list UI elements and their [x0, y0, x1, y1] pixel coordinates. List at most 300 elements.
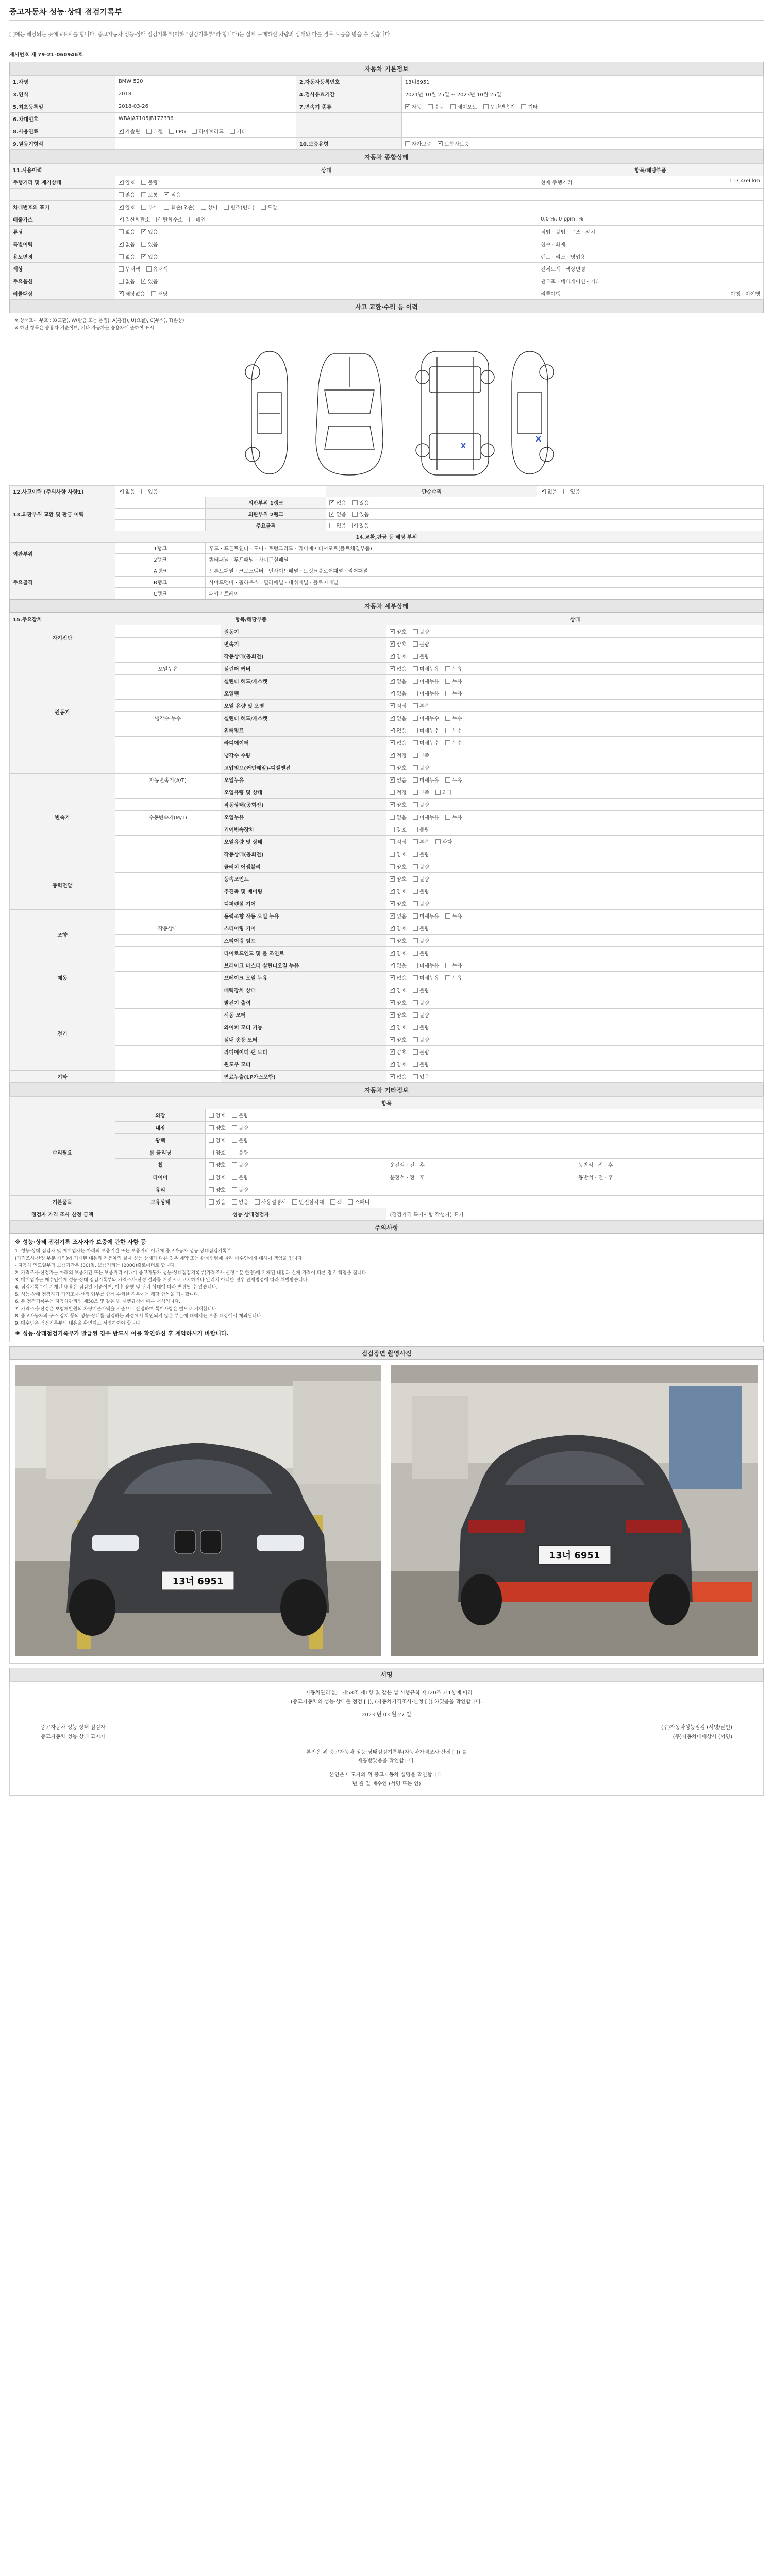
checkbox-option[interactable]	[413, 652, 429, 660]
empty-checkbox[interactable]	[329, 523, 334, 528]
checkbox-option[interactable]	[119, 277, 135, 285]
checkbox-option[interactable]	[390, 1073, 406, 1080]
checkbox-option[interactable]	[119, 127, 140, 135]
checked-checkbox[interactable]	[119, 291, 124, 296]
empty-checkbox[interactable]	[413, 827, 418, 832]
checkbox-option[interactable]	[119, 215, 150, 223]
empty-checkbox[interactable]	[413, 864, 418, 869]
checkbox-option[interactable]	[413, 689, 440, 697]
checkbox-option[interactable]	[189, 215, 206, 223]
checkbox-option[interactable]	[390, 986, 406, 994]
checkbox-option[interactable]	[352, 510, 369, 518]
empty-checkbox[interactable]	[151, 291, 156, 296]
empty-checkbox[interactable]	[209, 1187, 214, 1192]
checked-checkbox[interactable]	[390, 728, 395, 733]
checkbox-option[interactable]	[428, 103, 444, 110]
checked-checkbox[interactable]	[141, 254, 146, 259]
checkbox-option[interactable]	[390, 961, 406, 969]
checkbox-option[interactable]	[413, 924, 429, 932]
checkbox-option[interactable]	[390, 1011, 406, 1019]
checkbox-option[interactable]	[390, 677, 406, 685]
checked-checkbox[interactable]	[390, 1062, 395, 1067]
empty-checkbox[interactable]	[352, 500, 358, 505]
empty-checkbox[interactable]	[413, 629, 418, 634]
empty-checkbox[interactable]	[232, 1175, 237, 1180]
empty-checkbox[interactable]	[413, 988, 418, 993]
empty-checkbox[interactable]	[413, 1049, 418, 1055]
empty-checkbox[interactable]	[209, 1175, 214, 1180]
checkbox-option[interactable]	[329, 499, 346, 506]
checked-checkbox[interactable]	[541, 489, 546, 494]
empty-checkbox[interactable]	[261, 205, 266, 210]
checkbox-option[interactable]	[413, 640, 429, 648]
empty-checkbox[interactable]	[413, 1000, 418, 1005]
checkbox-option[interactable]	[230, 127, 246, 135]
checked-checkbox[interactable]	[390, 1074, 395, 1079]
checkbox-option[interactable]	[141, 228, 158, 235]
checkbox-option[interactable]	[390, 862, 406, 870]
empty-checkbox[interactable]	[445, 728, 450, 733]
checkbox-option[interactable]	[390, 640, 406, 648]
checkbox-option[interactable]	[390, 924, 406, 932]
empty-checkbox[interactable]	[413, 740, 418, 745]
checked-checkbox[interactable]	[390, 654, 395, 659]
checkbox-option[interactable]	[209, 1124, 225, 1131]
checked-checkbox[interactable]	[390, 703, 395, 708]
empty-checkbox[interactable]	[445, 963, 450, 968]
empty-checkbox[interactable]	[119, 254, 124, 259]
checkbox-option[interactable]	[255, 1198, 286, 1206]
checkbox-option[interactable]	[405, 103, 422, 110]
checkbox-option[interactable]	[413, 665, 440, 672]
checkbox-option[interactable]	[413, 986, 429, 994]
empty-checkbox[interactable]	[348, 1199, 353, 1205]
checkbox-option[interactable]	[413, 1048, 429, 1056]
checkbox-option[interactable]	[445, 689, 462, 697]
empty-checkbox[interactable]	[232, 1187, 237, 1192]
checkbox-option[interactable]	[352, 499, 369, 506]
checkbox-option[interactable]	[209, 1185, 225, 1193]
empty-checkbox[interactable]	[390, 790, 395, 795]
checkbox-option[interactable]	[232, 1173, 248, 1181]
checkbox-option[interactable]	[390, 776, 406, 784]
checkbox-option[interactable]	[141, 203, 158, 211]
checkbox-option[interactable]	[450, 103, 477, 110]
empty-checkbox[interactable]	[413, 1025, 418, 1030]
checkbox-option[interactable]	[141, 487, 158, 495]
checkbox-option[interactable]	[390, 726, 406, 734]
checkbox-option[interactable]	[209, 1148, 225, 1156]
empty-checkbox[interactable]	[413, 802, 418, 807]
empty-checkbox[interactable]	[413, 889, 418, 894]
empty-checkbox[interactable]	[192, 129, 197, 134]
empty-checkbox[interactable]	[445, 815, 450, 820]
empty-checkbox[interactable]	[232, 1150, 237, 1155]
empty-checkbox[interactable]	[232, 1199, 237, 1205]
checked-checkbox[interactable]	[390, 777, 395, 783]
checked-checkbox[interactable]	[390, 901, 395, 906]
checkbox-option[interactable]	[413, 714, 440, 722]
empty-checkbox[interactable]	[255, 1199, 260, 1205]
checkbox-option[interactable]	[413, 776, 440, 784]
checked-checkbox[interactable]	[390, 629, 395, 634]
checkbox-option[interactable]	[201, 203, 217, 211]
checkbox-option[interactable]	[435, 838, 452, 845]
checkbox-option[interactable]	[119, 191, 135, 198]
checkbox-option[interactable]	[232, 1198, 248, 1206]
empty-checkbox[interactable]	[435, 790, 441, 795]
empty-checkbox[interactable]	[413, 790, 418, 795]
checkbox-option[interactable]	[445, 739, 462, 747]
empty-checkbox[interactable]	[141, 205, 146, 210]
empty-checkbox[interactable]	[413, 1074, 418, 1079]
empty-checkbox[interactable]	[445, 691, 450, 696]
empty-checkbox[interactable]	[119, 192, 124, 197]
checked-checkbox[interactable]	[390, 679, 395, 684]
checkbox-option[interactable]	[119, 487, 135, 495]
checkbox-option[interactable]	[413, 961, 440, 969]
checkbox-option[interactable]	[413, 850, 429, 858]
checkbox-option[interactable]	[119, 228, 135, 235]
empty-checkbox[interactable]	[445, 913, 450, 919]
checkbox-option[interactable]	[352, 521, 369, 529]
checkbox-option[interactable]	[141, 252, 158, 260]
checkbox-option[interactable]	[209, 1173, 225, 1181]
empty-checkbox[interactable]	[445, 716, 450, 721]
checkbox-option[interactable]	[329, 510, 346, 518]
checkbox-option[interactable]	[232, 1161, 248, 1168]
checkbox-option[interactable]	[330, 1198, 342, 1206]
empty-checkbox[interactable]	[405, 141, 410, 146]
checked-checkbox[interactable]	[119, 217, 124, 222]
checkbox-option[interactable]	[119, 178, 135, 186]
checkbox-option[interactable]	[445, 776, 462, 784]
checkbox-option[interactable]	[292, 1198, 324, 1206]
empty-checkbox[interactable]	[445, 777, 450, 783]
checked-checkbox[interactable]	[390, 753, 395, 758]
checkbox-option[interactable]	[390, 1060, 406, 1068]
checkbox-option[interactable]	[390, 937, 406, 944]
checkbox-option[interactable]	[169, 129, 186, 135]
empty-checkbox[interactable]	[445, 666, 450, 671]
checkbox-option[interactable]	[413, 726, 440, 734]
checkbox-option[interactable]	[445, 665, 462, 672]
checkbox-option[interactable]	[413, 813, 440, 821]
empty-checkbox[interactable]	[230, 129, 235, 134]
checkbox-option[interactable]	[390, 912, 406, 920]
empty-checkbox[interactable]	[413, 777, 418, 783]
empty-checkbox[interactable]	[390, 765, 395, 770]
checked-checkbox[interactable]	[390, 1037, 395, 1042]
checkbox-option[interactable]	[209, 1111, 225, 1119]
checkbox-option[interactable]	[413, 838, 429, 845]
empty-checkbox[interactable]	[413, 876, 418, 882]
empty-checkbox[interactable]	[483, 104, 489, 109]
checked-checkbox[interactable]	[390, 926, 395, 931]
checkbox-option[interactable]	[390, 813, 406, 821]
checked-checkbox[interactable]	[119, 489, 124, 494]
checked-checkbox[interactable]	[390, 951, 395, 956]
checkbox-option[interactable]	[156, 215, 183, 223]
checkbox-option[interactable]	[483, 103, 515, 110]
empty-checkbox[interactable]	[146, 266, 152, 272]
checkbox-option[interactable]	[390, 689, 406, 697]
checkbox-option[interactable]	[445, 677, 462, 685]
empty-checkbox[interactable]	[292, 1199, 297, 1205]
checkbox-option[interactable]	[413, 1060, 429, 1068]
empty-checkbox[interactable]	[209, 1138, 214, 1143]
checkbox-option[interactable]	[413, 900, 429, 907]
empty-checkbox[interactable]	[146, 129, 152, 134]
checkbox-option[interactable]	[438, 140, 469, 147]
empty-checkbox[interactable]	[413, 654, 418, 659]
checkbox-option[interactable]	[413, 739, 440, 747]
empty-checkbox[interactable]	[445, 740, 450, 745]
empty-checkbox[interactable]	[330, 1199, 335, 1205]
empty-checkbox[interactable]	[413, 666, 418, 671]
checked-checkbox[interactable]	[390, 802, 395, 807]
empty-checkbox[interactable]	[209, 1162, 214, 1167]
checked-checkbox[interactable]	[329, 512, 334, 517]
checked-checkbox[interactable]	[141, 229, 146, 234]
checkbox-option[interactable]	[445, 961, 462, 969]
checkbox-option[interactable]	[192, 127, 223, 135]
checkbox-option[interactable]	[390, 875, 406, 883]
empty-checkbox[interactable]	[413, 1037, 418, 1042]
checkbox-option[interactable]	[119, 252, 135, 260]
checkbox-option[interactable]	[329, 521, 346, 529]
checked-checkbox[interactable]	[119, 205, 124, 210]
checked-checkbox[interactable]	[390, 1025, 395, 1030]
checkbox-option[interactable]	[119, 203, 135, 211]
checkbox-option[interactable]	[390, 825, 406, 833]
empty-checkbox[interactable]	[164, 205, 169, 210]
empty-checkbox[interactable]	[450, 104, 456, 109]
empty-checkbox[interactable]	[563, 489, 568, 494]
empty-checkbox[interactable]	[390, 938, 395, 943]
checked-checkbox[interactable]	[390, 641, 395, 647]
checkbox-option[interactable]	[141, 178, 158, 186]
checked-checkbox[interactable]	[390, 913, 395, 919]
checkbox-option[interactable]	[390, 1048, 406, 1056]
checked-checkbox[interactable]	[141, 279, 146, 284]
checkbox-option[interactable]	[445, 726, 462, 734]
checkbox-option[interactable]	[413, 998, 429, 1006]
empty-checkbox[interactable]	[428, 104, 433, 109]
checkbox-option[interactable]	[164, 191, 180, 198]
empty-checkbox[interactable]	[413, 913, 418, 919]
checkbox-option[interactable]	[390, 665, 406, 672]
checked-checkbox[interactable]	[390, 740, 395, 745]
empty-checkbox[interactable]	[390, 839, 395, 844]
checkbox-option[interactable]	[232, 1136, 248, 1144]
empty-checkbox[interactable]	[119, 229, 124, 234]
empty-checkbox[interactable]	[445, 975, 450, 980]
checkbox-option[interactable]	[390, 974, 406, 981]
checkbox-option[interactable]	[390, 949, 406, 957]
checkbox-option[interactable]	[390, 1036, 406, 1043]
checkbox-option[interactable]	[232, 1111, 248, 1119]
empty-checkbox[interactable]	[169, 129, 174, 134]
checked-checkbox[interactable]	[156, 217, 161, 222]
empty-checkbox[interactable]	[413, 716, 418, 721]
checkbox-option[interactable]	[413, 912, 440, 920]
checkbox-option[interactable]	[390, 801, 406, 808]
empty-checkbox[interactable]	[390, 815, 395, 820]
empty-checkbox[interactable]	[413, 852, 418, 857]
checkbox-option[interactable]	[390, 702, 406, 709]
checkbox-option[interactable]	[119, 290, 145, 297]
checkbox-option[interactable]	[119, 265, 140, 273]
checked-checkbox[interactable]	[390, 963, 395, 968]
checked-checkbox[interactable]	[390, 975, 395, 980]
empty-checkbox[interactable]	[224, 205, 229, 210]
empty-checkbox[interactable]	[352, 512, 358, 517]
checkbox-option[interactable]	[413, 875, 429, 883]
checked-checkbox[interactable]	[390, 988, 395, 993]
checkbox-option[interactable]	[541, 487, 557, 495]
empty-checkbox[interactable]	[390, 864, 395, 869]
empty-checkbox[interactable]	[232, 1113, 237, 1118]
checkbox-option[interactable]	[445, 974, 462, 981]
checked-checkbox[interactable]	[405, 104, 410, 109]
empty-checkbox[interactable]	[141, 242, 146, 247]
checkbox-option[interactable]	[405, 140, 432, 147]
checkbox-option[interactable]	[413, 974, 440, 981]
checkbox-option[interactable]	[435, 788, 452, 796]
empty-checkbox[interactable]	[390, 852, 395, 857]
checkbox-option[interactable]	[141, 240, 158, 248]
checkbox-option[interactable]	[445, 912, 462, 920]
empty-checkbox[interactable]	[209, 1125, 214, 1130]
checked-checkbox[interactable]	[119, 129, 124, 134]
empty-checkbox[interactable]	[413, 839, 418, 844]
checkbox-option[interactable]	[413, 764, 429, 771]
checked-checkbox[interactable]	[119, 180, 124, 185]
empty-checkbox[interactable]	[119, 266, 124, 272]
empty-checkbox[interactable]	[413, 1062, 418, 1067]
empty-checkbox[interactable]	[119, 279, 124, 284]
checkbox-option[interactable]	[390, 788, 406, 796]
empty-checkbox[interactable]	[189, 217, 194, 222]
checkbox-option[interactable]	[390, 887, 406, 895]
checked-checkbox[interactable]	[390, 1012, 395, 1018]
checkbox-option[interactable]	[413, 1036, 429, 1043]
checkbox-option[interactable]	[413, 628, 429, 635]
empty-checkbox[interactable]	[232, 1125, 237, 1130]
empty-checkbox[interactable]	[201, 205, 206, 210]
empty-checkbox[interactable]	[521, 104, 526, 109]
checkbox-option[interactable]	[232, 1124, 248, 1131]
checkbox-option[interactable]	[390, 1023, 406, 1031]
checked-checkbox[interactable]	[119, 242, 124, 247]
checked-checkbox[interactable]	[390, 876, 395, 882]
checkbox-option[interactable]	[413, 937, 429, 944]
checked-checkbox[interactable]	[352, 523, 358, 528]
checked-checkbox[interactable]	[390, 716, 395, 721]
empty-checkbox[interactable]	[413, 703, 418, 708]
empty-checkbox[interactable]	[413, 963, 418, 968]
checkbox-option[interactable]	[146, 265, 168, 273]
checked-checkbox[interactable]	[329, 500, 334, 505]
empty-checkbox[interactable]	[413, 951, 418, 956]
empty-checkbox[interactable]	[413, 753, 418, 758]
empty-checkbox[interactable]	[413, 641, 418, 647]
checked-checkbox[interactable]	[390, 1049, 395, 1055]
checkbox-option[interactable]	[390, 714, 406, 722]
checkbox-option[interactable]	[141, 277, 158, 285]
empty-checkbox[interactable]	[435, 839, 441, 844]
empty-checkbox[interactable]	[232, 1162, 237, 1167]
checkbox-option[interactable]	[224, 203, 254, 211]
checkbox-option[interactable]	[232, 1148, 248, 1156]
checkbox-option[interactable]	[390, 739, 406, 747]
checkbox-option[interactable]	[413, 788, 429, 796]
empty-checkbox[interactable]	[209, 1150, 214, 1155]
checkbox-option[interactable]	[119, 240, 135, 248]
checkbox-option[interactable]	[413, 1073, 429, 1080]
empty-checkbox[interactable]	[413, 691, 418, 696]
checkbox-option[interactable]	[151, 290, 167, 297]
empty-checkbox[interactable]	[413, 728, 418, 733]
empty-checkbox[interactable]	[141, 180, 146, 185]
checkbox-option[interactable]	[164, 203, 194, 211]
checkbox-option[interactable]	[563, 487, 580, 495]
empty-checkbox[interactable]	[413, 815, 418, 820]
checkbox-option[interactable]	[261, 203, 277, 211]
checkbox-option[interactable]	[390, 628, 406, 635]
checkbox-option[interactable]	[348, 1198, 369, 1206]
checkbox-option[interactable]	[141, 191, 158, 198]
empty-checkbox[interactable]	[141, 192, 146, 197]
checked-checkbox[interactable]	[164, 192, 169, 197]
checkbox-option[interactable]	[413, 1011, 429, 1019]
empty-checkbox[interactable]	[209, 1199, 214, 1205]
checked-checkbox[interactable]	[390, 666, 395, 671]
checkbox-option[interactable]	[413, 887, 429, 895]
empty-checkbox[interactable]	[413, 938, 418, 943]
checkbox-option[interactable]	[209, 1161, 225, 1168]
checkbox-option[interactable]	[390, 850, 406, 858]
empty-checkbox[interactable]	[413, 926, 418, 931]
empty-checkbox[interactable]	[445, 679, 450, 684]
checkbox-option[interactable]	[232, 1185, 248, 1193]
empty-checkbox[interactable]	[232, 1138, 237, 1143]
checkbox-option[interactable]	[390, 838, 406, 845]
checkbox-option[interactable]	[413, 949, 429, 957]
empty-checkbox[interactable]	[413, 765, 418, 770]
checkbox-option[interactable]	[413, 825, 429, 833]
checkbox-option[interactable]	[390, 751, 406, 759]
checkbox-option[interactable]	[413, 1023, 429, 1031]
empty-checkbox[interactable]	[209, 1113, 214, 1118]
checkbox-option[interactable]	[390, 764, 406, 771]
checkbox-option[interactable]	[521, 103, 537, 110]
checkbox-option[interactable]	[209, 1198, 225, 1206]
empty-checkbox[interactable]	[390, 827, 395, 832]
checked-checkbox[interactable]	[390, 1000, 395, 1005]
checkbox-option[interactable]	[413, 801, 429, 808]
empty-checkbox[interactable]	[413, 975, 418, 980]
empty-checkbox[interactable]	[413, 901, 418, 906]
empty-checkbox[interactable]	[413, 1012, 418, 1018]
checkbox-option[interactable]	[390, 998, 406, 1006]
checkbox-option[interactable]	[390, 652, 406, 660]
empty-checkbox[interactable]	[413, 679, 418, 684]
checked-checkbox[interactable]	[390, 889, 395, 894]
checkbox-option[interactable]	[445, 714, 462, 722]
checkbox-option[interactable]	[413, 702, 429, 709]
